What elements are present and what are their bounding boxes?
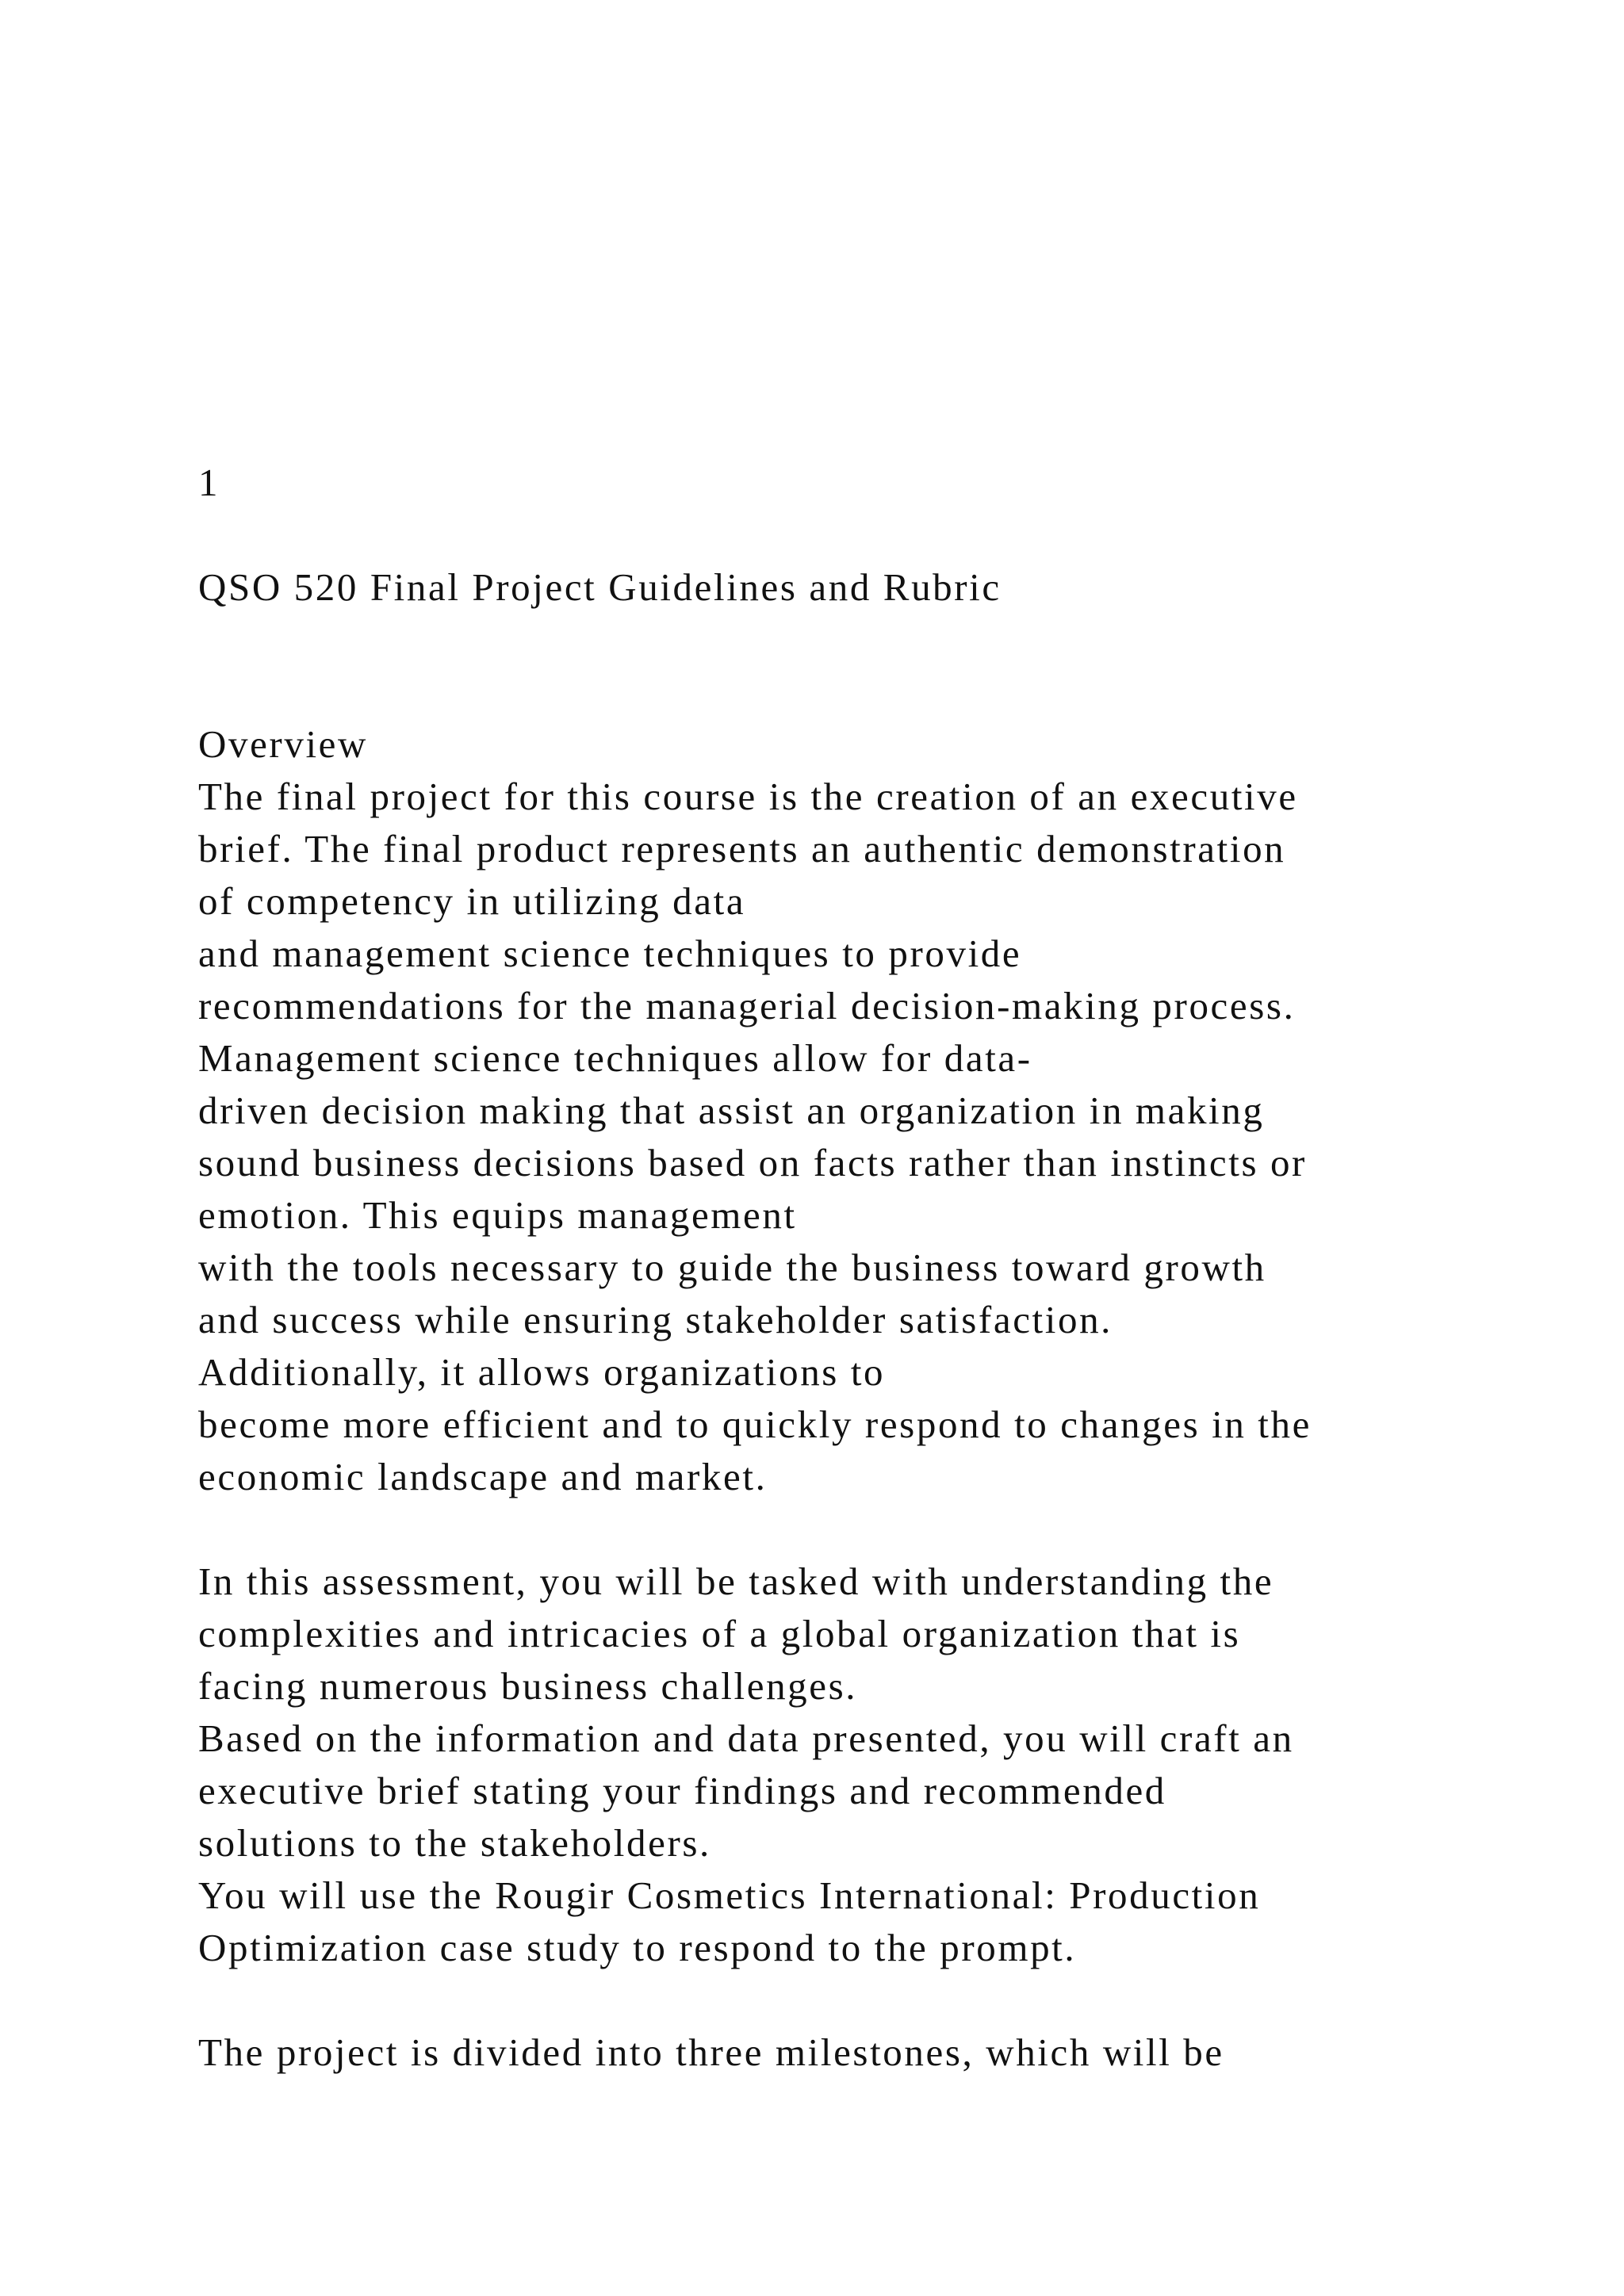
overview-line: brief. The final product represents an authentic demonstration (198, 827, 1286, 871)
milestones-line: The project is divided into three milestones, which will be (198, 2030, 1224, 2074)
assessment-line: complexities and intricacies of a global organization that is (198, 1612, 1241, 1655)
assessment-line: facing numerous business challenges. (198, 1664, 858, 1708)
assessment-line: Based on the information and data presented, you will craft an (198, 1716, 1294, 1760)
overview-line: driven decision making that assist an organization in making (198, 1089, 1265, 1132)
assessment-line: solutions to the stakeholders. (198, 1821, 711, 1865)
page-number: 1 (198, 461, 220, 504)
overview-line: sound business decisions based on facts rather than instincts or (198, 1141, 1307, 1184)
assessment-line: In this assessment, you will be tasked with understanding the (198, 1559, 1274, 1603)
overview-line: recommendations for the managerial decision-making process. (198, 984, 1296, 1027)
overview-line: economic landscape and market. (198, 1455, 768, 1498)
overview-line: become more efficient and to quickly respond to changes in the (198, 1402, 1312, 1446)
assessment-line: executive brief stating your findings and recommended (198, 1769, 1166, 1812)
overview-line: Management science techniques allow for data- (198, 1036, 1032, 1080)
overview-line: Additionally, it allows organizations to (198, 1350, 886, 1394)
overview-line: and success while ensuring stakeholder satisfaction. (198, 1298, 1113, 1341)
overview-line: emotion. This equips management (198, 1193, 797, 1237)
overview-line: and management science techniques to provide (198, 932, 1022, 975)
assessment-line: You will use the Rougir Cosmetics International: Production (198, 1873, 1261, 1917)
overview-line: of competency in utilizing data (198, 879, 746, 923)
assessment-line: Optimization case study to respond to the prompt. (198, 1926, 1077, 1969)
overview-heading: Overview (198, 722, 369, 766)
document-title: QSO 520 Final Project Guidelines and Rubric (198, 565, 1002, 609)
overview-line: The final project for this course is the creation of an executive (198, 775, 1298, 818)
overview-line: with the tools necessary to guide the business toward growth (198, 1246, 1266, 1289)
